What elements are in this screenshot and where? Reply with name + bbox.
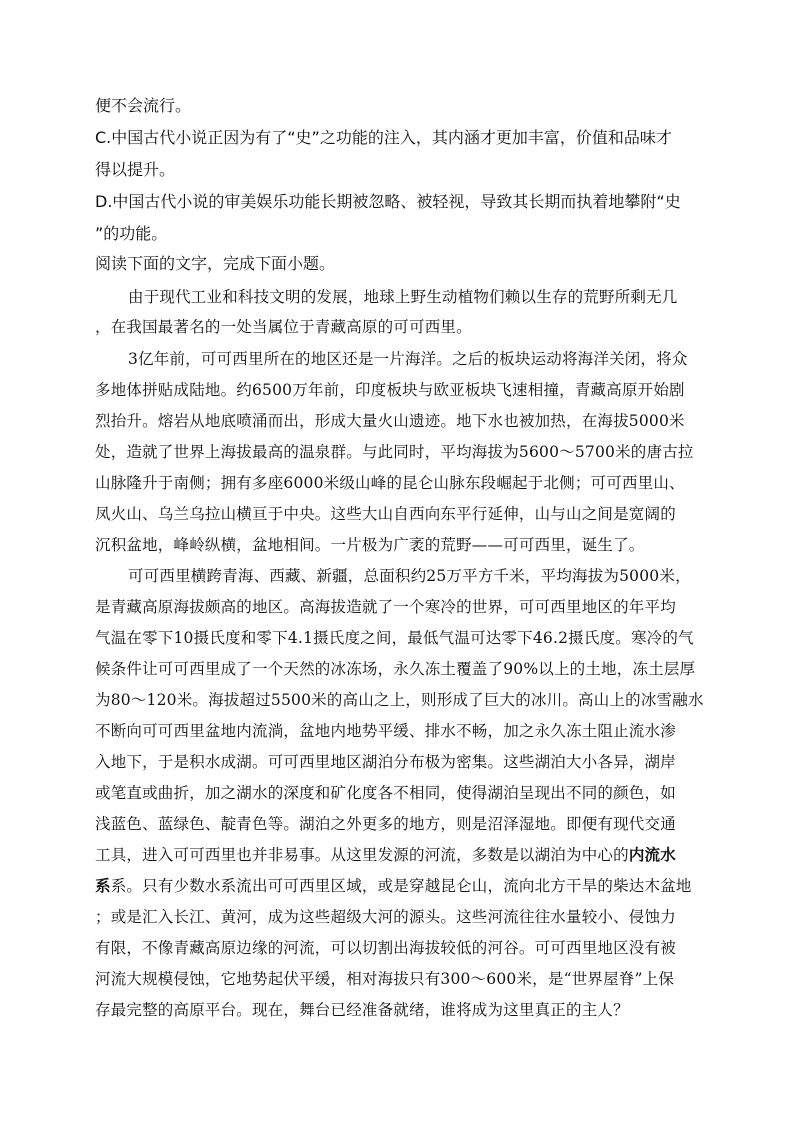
passage-line: 凤火山、乌兰乌拉山横亘于中央。这些大山自西向东平行延伸，山与山之间是宽阔的 (95, 505, 676, 523)
passage-line: 候条件让可可西里成了一个天然的冰冻场，永久冻土覆盖了90%以上的土地，冻土层厚 (95, 660, 696, 678)
passage-line: 烈抬升。熔岩从地底喷涌而出，形成大量火山遗迹。地下水也被加热，在海拔5000米 (95, 412, 685, 430)
passage-line: 存最完整的高原平台。现在，舞台已经准备就绪，谁将成为这里真正的主人？ (95, 1001, 629, 1019)
passage-line: 入地下，于是积水成湖。可可西里地区湖泊分布极为密集。这些湖泊大小各异，湖岸 (95, 753, 676, 771)
key-term-continued: 系 (95, 876, 111, 895)
option-c-continued: 得以提升。 (95, 160, 176, 179)
key-term: 内流水 (628, 845, 676, 864)
passage-line: 或笔直或曲折，加之湖水的深度和矿化度各不相同，使得湖泊呈现出不同的颜色，如 (95, 784, 676, 802)
passage-line: 是青藏高原海拔颇高的地区。高海拔造就了一个寒冷的世界，可可西里地区的年平均 (95, 598, 676, 616)
option-c: C.中国古代小说正因为有了“史”之功能的注入，其内涵才更加丰富，价值和品味才 (95, 128, 672, 147)
passage-line: 有限，不像青藏高原边缘的河流，可以切割出海拔较低的河谷。可可西里地区没有被 (95, 939, 676, 957)
passage-line-text: 工具，进入可可西里也并非易事。从这里发源的河流，多数是以湖泊为中心的 (95, 846, 629, 864)
passage-line: 山脉隆升于南侧；拥有多座6000米级山峰的昆仑山脉东段崛起于北侧；可可西里山、 (95, 474, 685, 492)
passage-line: 气温在零下10摄氏度和零下4.1摄氏度之间，最低气温可达零下46.2摄氏度。寒冷的气 (95, 629, 694, 647)
passage-line: 多地体拼贴成陆地。约6500万年前，印度板块与欧亚板块飞速相撞，青藏高原开始剧 (95, 381, 685, 399)
passage-line: 河流大规模侵蚀，它地势起伏平缓，相对海拔只有300～600米，是“世界屋脊”上保 (95, 970, 675, 988)
option-d-continued: ”的功能。 (95, 224, 168, 243)
question-text: 便不会流行。 (95, 96, 192, 115)
passage-line: ；或是汇入长江、黄河，成为这些超级大河的源头。这些河流往往水量较小、侵蚀力 (95, 908, 676, 926)
passage-line: 不断向可可西里盆地内流淌，盆地内地势平缓、排水不畅，加之永久冻土阻止流水渗 (95, 722, 676, 740)
passage-line: 沉积盆地，峰岭纵横，盆地相间。一片极为广袤的荒野——可可西里，诞生了。 (95, 536, 645, 554)
passage-line (95, 845, 705, 865)
option-d: D.中国古代小说的审美娱乐功能长期被忽略、被轻视，导致其长期而执着地攀附“史 (95, 192, 681, 211)
passage-line (95, 876, 705, 896)
passage-line: 由于现代工业和科技文明的发展，地球上野生动植物们赖以生存的荒野所剩无几 (128, 288, 678, 306)
passage-line: 3亿年前，可可西里所在的地区还是一片海洋。之后的板块运动将海洋关闭，将众 (128, 350, 688, 368)
passage-line: 浅蓝色、蓝绿色、靛青色等。湖泊之外更多的地方，则是沼泽湿地。即便有现代交通 (95, 815, 676, 833)
passage-line-text: 系。只有少数水系流出可可西里区域，或是穿越昆仑山，流向北方干旱的柴达木盆地 (110, 877, 692, 895)
passage-line: ，在我国最著名的一处当属位于青藏高原的可可西里。 (95, 318, 472, 336)
reading-instruction: 阅读下面的文字，完成下面小题。 (95, 254, 336, 273)
passage-line: 为80～120米。海拔超过5500米的高山之上，则形成了巨大的冰川。高山上的冰雪融水 (95, 691, 704, 709)
passage-line: 处，造就了世界上海拔最高的温泉群。与此同时，平均海拔为5600～5700米的唐古拉 (95, 443, 694, 461)
passage-line: 可可西里横跨青海、西藏、新疆，总面积约25万平方千米，平均海拔为5000米， (128, 567, 691, 585)
